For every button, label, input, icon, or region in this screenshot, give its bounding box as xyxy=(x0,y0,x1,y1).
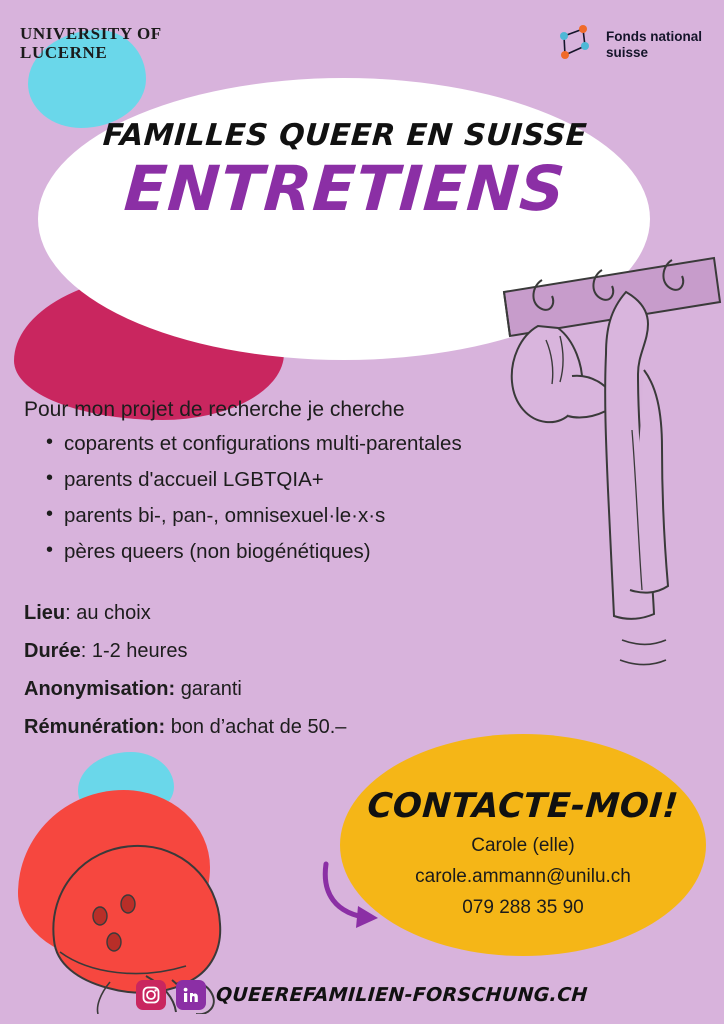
detail-label: Lieu xyxy=(24,602,66,624)
title-block xyxy=(60,118,630,225)
university-logo-line2: LUCERNE xyxy=(20,43,108,63)
detail-row-duree xyxy=(24,640,544,663)
contact-name: Carole (elle) xyxy=(471,835,575,856)
linkedin-glyph xyxy=(181,985,201,1005)
instagram-glyph xyxy=(141,985,161,1005)
university-logo xyxy=(20,24,162,62)
footer xyxy=(0,980,724,1010)
detail-value: bon d’achat de 50.– xyxy=(170,716,347,738)
detail-label: Durée xyxy=(24,640,81,662)
detail-value: 1-2 heures xyxy=(91,640,188,662)
footer-website-url[interactable]: QUEEREFAMILIEN-FORSCHUNG.CH xyxy=(215,984,589,1006)
snf-logo-text xyxy=(606,22,702,62)
linkedin-icon[interactable] xyxy=(176,980,206,1010)
detail-row-anonymisation xyxy=(24,678,544,701)
poster-subtitle: FAMILLES QUEER EN SUISSE xyxy=(101,118,589,153)
contact-phone[interactable]: 079 288 35 90 xyxy=(462,897,584,918)
snf-logo-line1: Fonds national xyxy=(606,29,702,44)
list-item: • pères queers (non biogénétiques) xyxy=(46,540,606,564)
snf-network-icon xyxy=(555,22,597,68)
contact-title: CONTACTE-MOI! xyxy=(366,786,680,826)
detail-sep: : xyxy=(80,640,92,662)
contact-email[interactable]: carole.ammann@unilu.ch xyxy=(415,866,631,887)
detail-row-lieu xyxy=(24,602,544,625)
detail-value: garanti xyxy=(180,678,242,700)
detail-row-remuneration xyxy=(24,716,544,739)
poster-title: ENTRETIENS xyxy=(122,152,568,225)
contact-bubble xyxy=(340,734,706,956)
list-item: • parents bi-, pan-, omnisexuel·le·x·s xyxy=(46,504,606,528)
detail-label: Rémunération: xyxy=(24,716,166,738)
study-details xyxy=(24,602,544,754)
detail-sep: : xyxy=(65,602,77,624)
list-item: • parents d'accueil LGBTQIA+ xyxy=(46,468,606,492)
snf-logo xyxy=(555,22,702,68)
intro-text: Pour mon projet de recherche je cherche xyxy=(24,398,405,421)
university-logo-line1: UNIVERSITY OF xyxy=(20,24,162,43)
snf-logo-line2: suisse xyxy=(606,45,649,61)
detail-value: au choix xyxy=(76,602,151,624)
list-item: • coparents et configurations multi-parentales xyxy=(46,432,606,456)
instagram-icon[interactable] xyxy=(136,980,166,1010)
detail-label: Anonymisation: xyxy=(24,678,176,700)
target-group-list xyxy=(46,432,606,576)
